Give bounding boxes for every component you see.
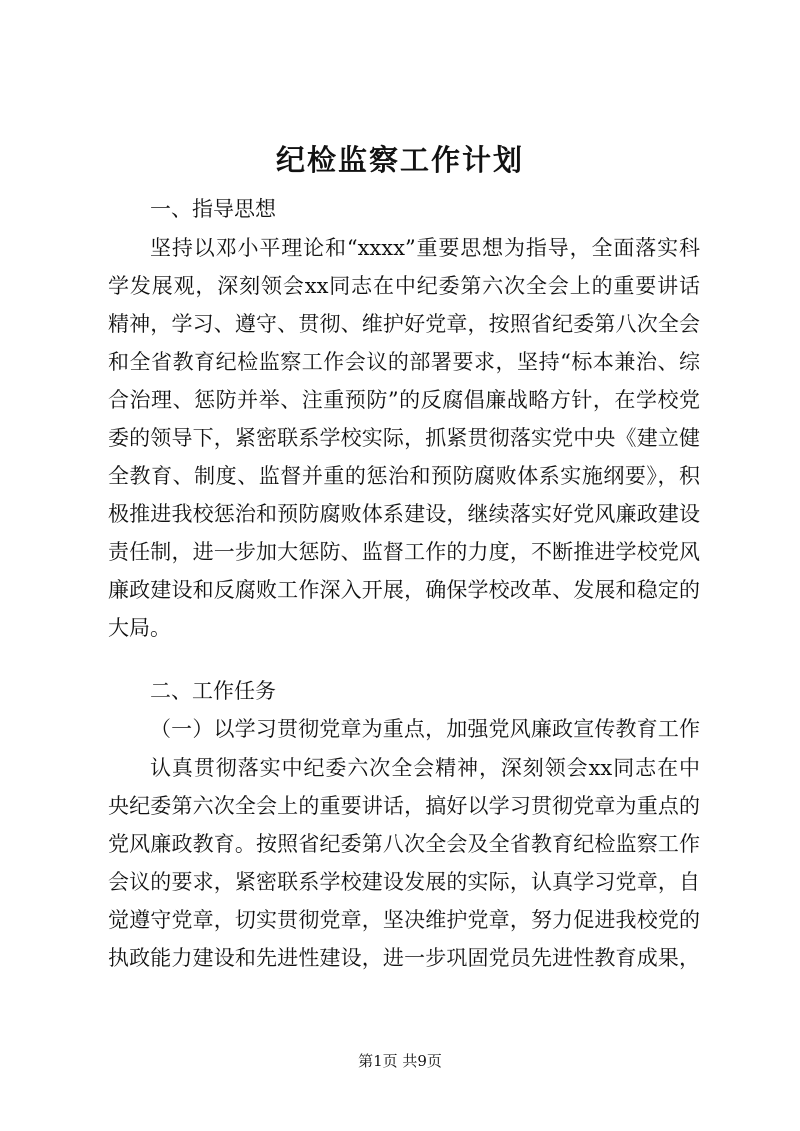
section-heading: 二、工作任务: [150, 679, 276, 703]
paragraph-line: 觉遵守党章，切实贯彻党章，坚决维护党章，努力促进我校党的: [108, 908, 700, 932]
paragraph-line: 认真贯彻落实中纪委六次全会精神，深刻领会xx同志在中: [150, 756, 700, 780]
paragraph-line: 合治理、惩防并举、注重预防”的反腐倡廉战略方针，在学校党: [108, 388, 700, 412]
paragraph-line: 学发展观，深刻领会xx同志在中纪委第六次全会上的重要讲话: [108, 274, 700, 298]
paragraph-line: 大局。: [108, 616, 171, 640]
paragraph-line: 和全省教育纪检监察工作会议的部署要求，坚持“标本兼治、综: [108, 350, 700, 374]
paragraph-line: 委的领导下，紧密联系学校实际，抓紧贯彻落实党中央《建立健: [108, 426, 700, 450]
paragraph-line: 党风廉政教育。按照省纪委第八次全会及全省教育纪检监察工作: [108, 832, 700, 856]
paragraph-line: 执政能力建设和先进性建设，进一步巩固党员先进性教育成果，: [108, 946, 700, 970]
paragraph-line: 会议的要求，紧密联系学校建设发展的实际，认真学习党章，自: [108, 870, 700, 894]
paragraph-line: 坚持以邓小平理论和“xxxx”重要思想为指导，全面落实科: [150, 236, 700, 260]
paragraph-line: 极推进我校惩治和预防腐败体系建设，继续落实好党风廉政建设: [108, 502, 700, 526]
document-title: 纪检监察工作计划: [275, 143, 524, 177]
section-heading: 一、指导思想: [150, 197, 276, 221]
subsection-heading: （一）以学习贯彻党章为重点，加强党风廉政宣传教育工作: [150, 717, 700, 741]
paragraph-line: 廉政建设和反腐败工作深入开展，确保学校改革、发展和稳定的: [108, 578, 700, 602]
paragraph-line: 全教育、制度、监督并重的惩治和预防腐败体系实施纲要》，积: [108, 464, 700, 488]
paragraph-line: 责任制，进一步加大惩防、监督工作的力度，不断推进学校党风: [108, 540, 700, 564]
page-footer: 第1页 共9页: [358, 1052, 442, 1070]
paragraph-line: 央纪委第六次全会上的重要讲话，搞好以学习贯彻党章为重点的: [108, 794, 700, 818]
paragraph-line: 精神，学习、遵守、贯彻、维护好党章，按照省纪委第八次全会: [108, 312, 700, 336]
